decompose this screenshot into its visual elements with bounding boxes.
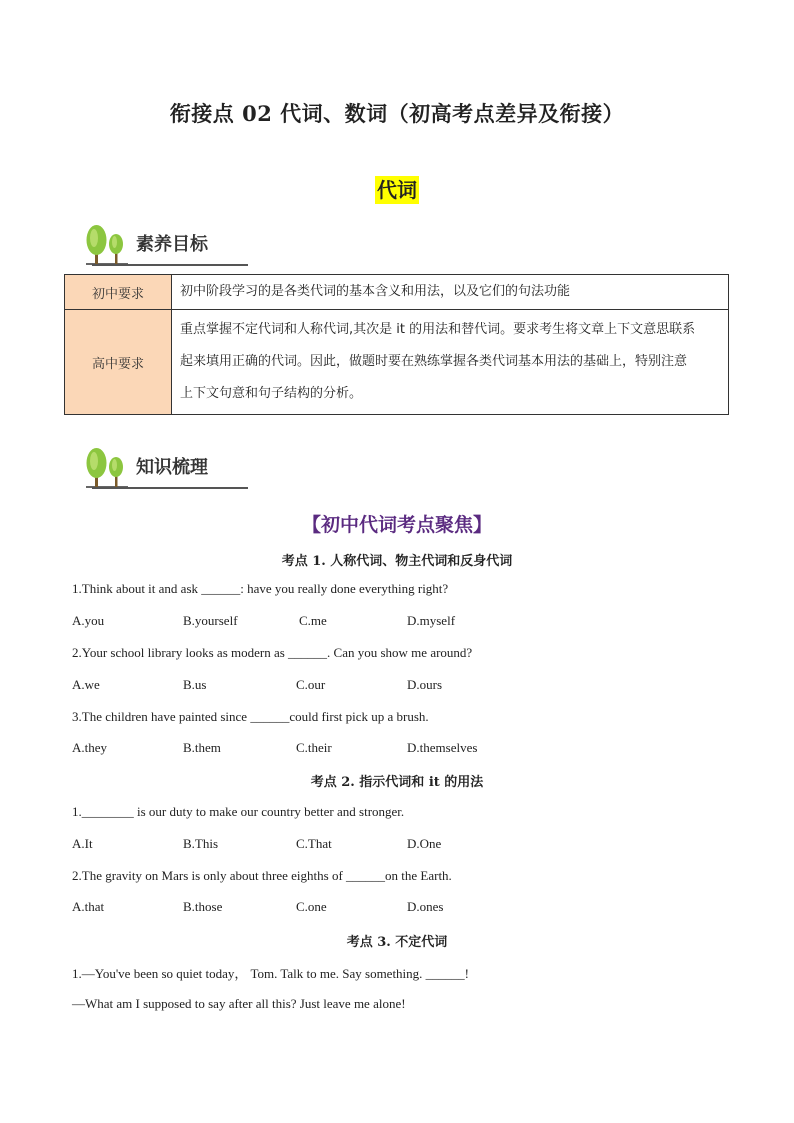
section-underline [92, 487, 248, 489]
goal-line: 初中阶段学习的是各类代词的基本含义和用法，以及它们的句法功能 [180, 284, 571, 299]
option: B.them [183, 740, 221, 755]
option: C.That [296, 836, 332, 851]
option: C.our [296, 677, 326, 692]
option: D.One [407, 836, 442, 851]
goal-value-senior [172, 310, 729, 415]
question-6: 1.—You've been so quiet today， Tom. Talk to me. Say something. ______! [72, 966, 470, 981]
goal-line: 上下文句意和句子结构的分析。 [180, 386, 363, 401]
goal-line: 重点掌握不定代词和人称代词,其次是 it 的用法和替代词。要求考生将文章上下文意思联系 [180, 322, 696, 337]
option: A.they [72, 740, 108, 755]
keypoint-1: 考点 1. 人称代词、物主代词和反身代词 [281, 554, 513, 569]
table-row [65, 275, 729, 310]
option: C.their [296, 740, 332, 755]
focus-title: 【初中代词考点聚焦】 [301, 514, 492, 536]
question-2: 2.Your school library looks as modern as ______. Can you show me around? [72, 645, 473, 660]
question-1: 1.Think about it and ask ______: have you really done everything right? [72, 581, 449, 596]
keypoint-2: 考点 2. 指示代词和 it 的用法 [310, 775, 484, 790]
question-6-reply: —What am I supposed to say after all this? Just leave me alone! [72, 996, 406, 1011]
option: A.It [72, 836, 93, 851]
option: D.ours [407, 677, 443, 692]
option: D.themselves [407, 740, 478, 755]
option: B.This [183, 836, 219, 851]
subtitle-highlight: 代词 [377, 178, 417, 202]
goals-table [64, 274, 729, 415]
tree-icon [78, 443, 134, 489]
option: B.yourself [183, 613, 238, 628]
goal-key-junior: 初中要求 [65, 275, 172, 310]
option: A.we [72, 677, 100, 692]
section-underline [92, 264, 248, 266]
option: A.you [72, 613, 105, 628]
option: D.myself [407, 613, 456, 628]
section-label-knowledge: 知识梳理 [136, 457, 208, 478]
question-4: 1.________ is our duty to make our country better and stronger. [72, 804, 405, 819]
subtitle-wrap [0, 176, 794, 204]
option: A.that [72, 899, 105, 914]
option: C.one [296, 899, 327, 914]
document-title: 衔接点 02 代词、数词（初高考点差异及衔接） [169, 101, 625, 126]
keypoint-3: 考点 3. 不定代词 [346, 935, 448, 950]
goal-key-senior: 高中要求 [65, 310, 172, 415]
table-row [65, 310, 729, 415]
option: B.those [183, 899, 223, 914]
question-3: 3.The children have painted since ______could first pick up a brush. [72, 709, 429, 724]
section-label-goals: 素养目标 [136, 234, 208, 255]
goal-line: 起来填用正确的代词。因此，做题时要在熟练掌握各类代词基本用法的基础上，特别注意 [180, 354, 688, 369]
question-5: 2.The gravity on Mars is only about three eighths of ______on the Earth. [72, 868, 452, 883]
goal-value-junior [172, 275, 729, 310]
option: C.me [299, 613, 327, 628]
section-header-knowledge [78, 443, 248, 489]
option: B.us [183, 677, 207, 692]
option: D.ones [407, 899, 444, 914]
section-header-goals [78, 220, 248, 266]
tree-icon [78, 220, 134, 266]
